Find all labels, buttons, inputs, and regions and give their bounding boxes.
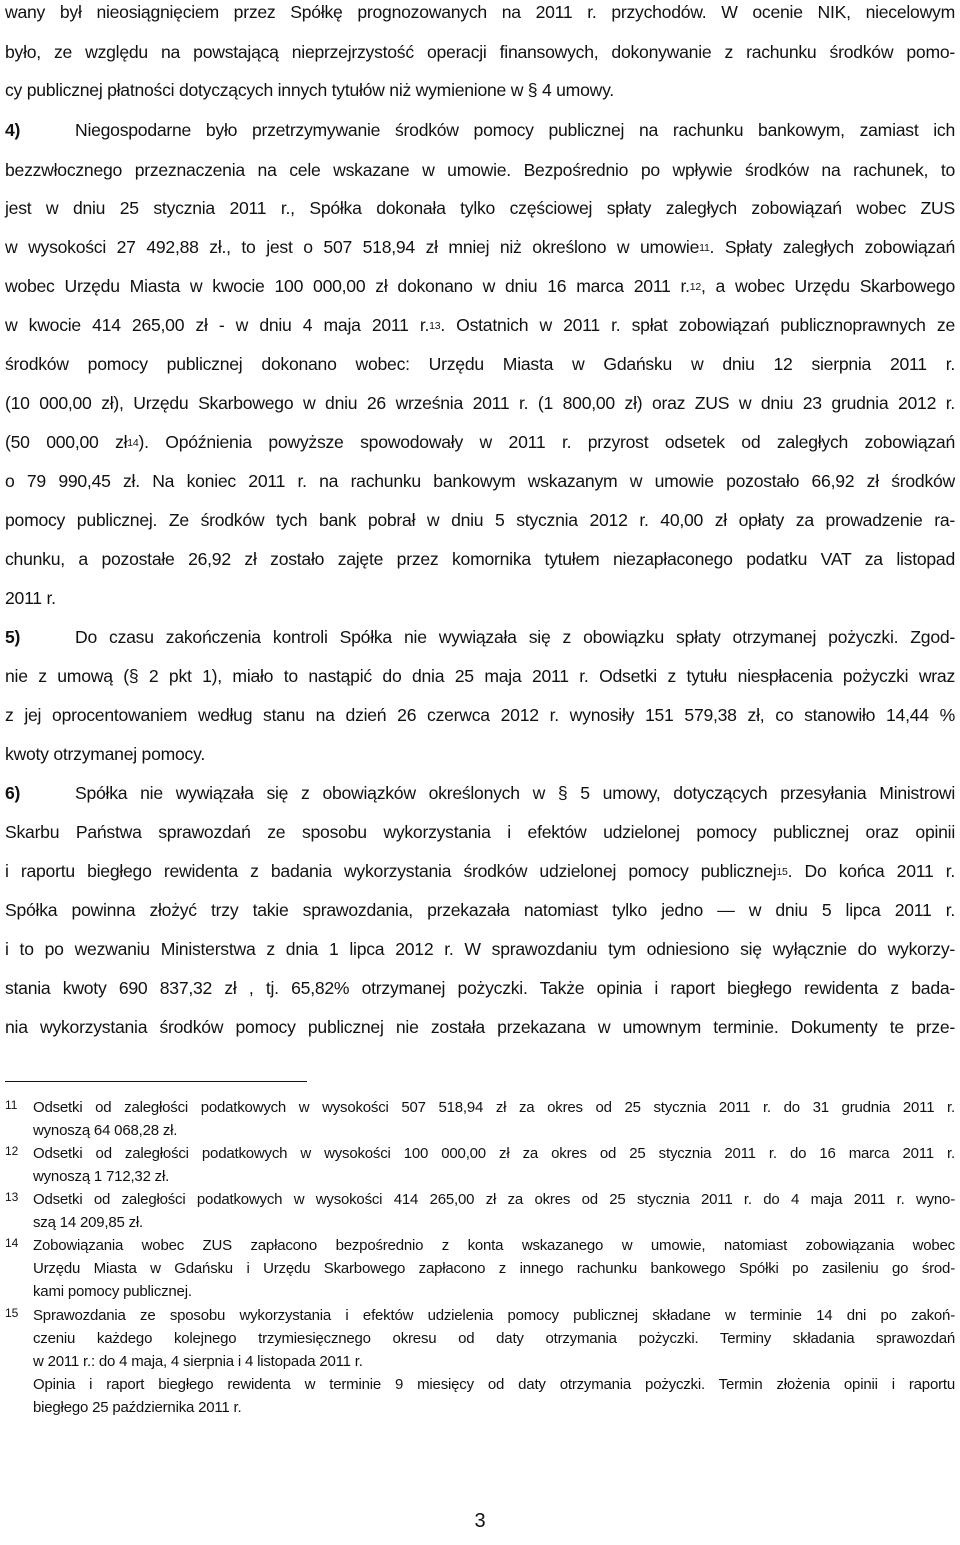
footnote-line: Zobowiązania wobec ZUS zapłacono bezpośrednio z konta wskazanego w umowie, natomiast zobowiązania wobec bbox=[33, 1237, 955, 1254]
body-line: jest w dniu 25 stycznia 2011 r., Spółka dokonała tylko częściowej spłaty zaległych zobowiązań wobec ZUS bbox=[5, 198, 955, 218]
body-line: 2011 r. bbox=[5, 588, 56, 608]
page-number: 3 bbox=[474, 1510, 486, 1532]
body-line: (10 000,00 zł), Urzędu Skarbowego w dniu 26 września 2011 r. (1 800,00 zł) oraz ZUS w dniu 23 grudnia 2012 r. bbox=[5, 393, 955, 413]
footnote-line: Odsetki od zaległości podatkowych w wysokości 100 000,00 zł za okres od 25 stycznia 2011 r. do 16 marca 2011 r. bbox=[33, 1145, 955, 1162]
footnote-number: 11 bbox=[5, 1098, 18, 1112]
body-line: Niegospodarne było przetrzymywanie środków pomocy publicznej na rachunku bankowym, zamiast ich bbox=[75, 120, 955, 140]
body-line: i to po wezwaniu Ministerstwa z dnia 1 lipca 2012 r. W sprawozdaniu tym odniesiono się wyłącznie do wykorzy- bbox=[5, 939, 955, 959]
body-line: Do czasu zakończenia kontroli Spółka nie wywiązała się z obowiązku spłaty otrzymanej pożyczki. Zgod- bbox=[75, 627, 955, 647]
body-line: środków pomocy publicznej dokonano wobec: Urzędu Miasta w Gdańsku w dniu 12 sierpnia 2011 r. bbox=[5, 354, 955, 374]
body-line: kwoty otrzymanej pomocy. bbox=[5, 744, 205, 764]
item-number-6: 6) bbox=[5, 783, 21, 803]
footnote-ref[interactable]: 11 bbox=[699, 242, 710, 254]
body-line: nia wykorzystania środków pomocy publicznej nie została przekazana w umownym terminie. Dokumenty te prze- bbox=[5, 1017, 955, 1037]
body-line: cy publicznej płatności dotyczących innych tytułów niż wymienione w § 4 umowy. bbox=[5, 80, 614, 100]
body-text: w wysokości 27 492,88 zł., to jest o 507 518,94 zł mniej niż określono w umowie bbox=[5, 237, 700, 257]
footnote-line: Opinia i raport biegłego rewidenta w terminie 9 miesięcy od daty otrzymania pożyczki. Termin złożenia opinii i raportu bbox=[33, 1376, 955, 1393]
footnote-line: Sprawozdania ze sposobu wykorzystania i efektów udzielenia pomocy publicznej składane w terminie 14 dni po zakoń- bbox=[33, 1307, 955, 1324]
footnote-line: biegłego 25 października 2011 r. bbox=[33, 1399, 242, 1416]
body-text: wobec Urzędu Miasta w kwocie 100 000,00 zł dokonano w dniu 16 marca 2011 r. bbox=[5, 276, 690, 296]
body-text: w kwocie 414 265,00 zł - w dniu 4 maja 2011 r. bbox=[5, 315, 430, 335]
body-text: i raportu biegłego rewidenta z badania wykorzystania środków udzielonej pomocy publicznej bbox=[5, 861, 777, 881]
footnote-line: wynoszą 64 068,28 zł. bbox=[33, 1122, 178, 1139]
footnote-ref[interactable]: 14 bbox=[127, 437, 139, 449]
body-text: . Do końca 2011 r. bbox=[787, 861, 955, 881]
body-text: . Ostatnich w 2011 r. spłat zobowiązań publicznoprawnych ze bbox=[440, 315, 956, 335]
body-line: o 79 990,45 zł. Na koniec 2011 r. na rachunku bankowym wskazanym w umowie pozostało 66,92 zł środków bbox=[5, 471, 955, 491]
body-line: stania kwoty 690 837,32 zł , tj. 65,82% otrzymanej pożyczki. Także opinia i raport biegłego rewidenta z bada- bbox=[5, 978, 955, 998]
body-line: nie z umową (§ 2 pkt 1), miało to nastąpić do dnia 25 maja 2011 r. Odsetki z tytułu niespłacenia pożyczki wraz bbox=[5, 666, 955, 686]
body-text: (50 000,00 zł bbox=[5, 432, 128, 452]
footnote-line: w 2011 r.: do 4 maja, 4 sierpnia i 4 listopada 2011 r. bbox=[33, 1353, 363, 1370]
footnote-line: szą 14 209,85 zł. bbox=[33, 1214, 144, 1231]
body-line bbox=[5, 237, 955, 259]
item-number-4: 4) bbox=[5, 120, 21, 140]
body-line bbox=[5, 861, 955, 883]
footnote-number: 15 bbox=[5, 1306, 19, 1320]
body-line: Spółka nie wywiązała się z obowiązków określonych w § 5 umowy, dotyczących przesyłania Ministrowi bbox=[75, 783, 955, 803]
footnote-line: wynoszą 1 712,32 zł. bbox=[33, 1168, 170, 1185]
body-line: wany był nieosiągnięciem przez Spółkę prognozowanych na 2011 r. przychodów. W ocenie NIK, niecelowym bbox=[5, 2, 955, 22]
body-text: , a wobec Urzędu Skarbowego bbox=[700, 276, 955, 296]
footnote-line: czeniu każdego kolejnego trzymiesięcznego okresu od daty otrzymania pożyczki. Terminy składania sprawozdań bbox=[33, 1330, 955, 1347]
body-text: ). Opóźnienia powyższe spowodowały w 2011 r. przyrost odsetek od zaległych zobowiązań bbox=[138, 432, 955, 452]
body-line bbox=[5, 315, 955, 337]
body-text: . Spłaty zaległych zobowiązań bbox=[709, 237, 956, 257]
footnote-line: Odsetki od zaległości podatkowych w wysokości 414 265,00 zł za okres od 25 stycznia 2011 r. do 4 maja 2011 r. wyno- bbox=[33, 1191, 955, 1208]
footnote-separator bbox=[5, 1081, 307, 1082]
footnote-line: kami pomocy publicznej. bbox=[33, 1283, 192, 1300]
footnote-line: Odsetki od zaległości podatkowych w wysokości 507 518,94 zł za okres od 25 stycznia 2011 r. do 31 grudnia 2011 r. bbox=[33, 1099, 955, 1116]
item-number-5: 5) bbox=[5, 627, 21, 647]
body-line: Spółka powinna złożyć trzy takie sprawozdania, przekazała natomiast tylko jedno — w dniu 5 lipca 2011 r. bbox=[5, 900, 955, 920]
footnote-ref[interactable]: 12 bbox=[689, 281, 701, 293]
footnote-number: 12 bbox=[5, 1144, 19, 1158]
body-line: Skarbu Państwa sprawozdań ze sposobu wykorzystania i efektów udzielonej pomocy publicznej oraz opinii bbox=[5, 822, 955, 842]
footnote-ref[interactable]: 13 bbox=[429, 320, 441, 332]
body-line: z jej oprocentowaniem według stanu na dzień 26 czerwca 2012 r. wynosiły 151 579,38 zł, co stanowiło 14,44 % bbox=[5, 705, 955, 725]
body-line bbox=[5, 276, 955, 298]
body-line: pomocy publicznej. Ze środków tych bank pobrał w dniu 5 stycznia 2012 r. 40,00 zł opłaty za prowadzenie ra- bbox=[5, 510, 955, 530]
body-line: chunku, a pozostałe 26,92 zł zostało zajęte przez komornika tytułem niezapłaconego podatku VAT za listopad bbox=[5, 549, 955, 569]
footnote-ref[interactable]: 15 bbox=[776, 866, 788, 878]
footnote-line: Urzędu Miasta w Gdańsku i Urzędu Skarbowego zapłacono z innego rachunku bankowego Spółki po zasileniu go środ- bbox=[33, 1260, 955, 1277]
footnote-number: 14 bbox=[5, 1236, 19, 1250]
body-line: było, ze względu na powstającą nieprzejrzystość operacji finansowych, dokonywanie z rachunku środków pomo- bbox=[5, 42, 955, 62]
footnote-number: 13 bbox=[5, 1190, 19, 1204]
body-line bbox=[5, 432, 955, 454]
body-line: bezzwłocznego przeznaczenia na cele wskazane w umowie. Bezpośrednio po wpływie środków na rachunek, to bbox=[5, 160, 955, 180]
